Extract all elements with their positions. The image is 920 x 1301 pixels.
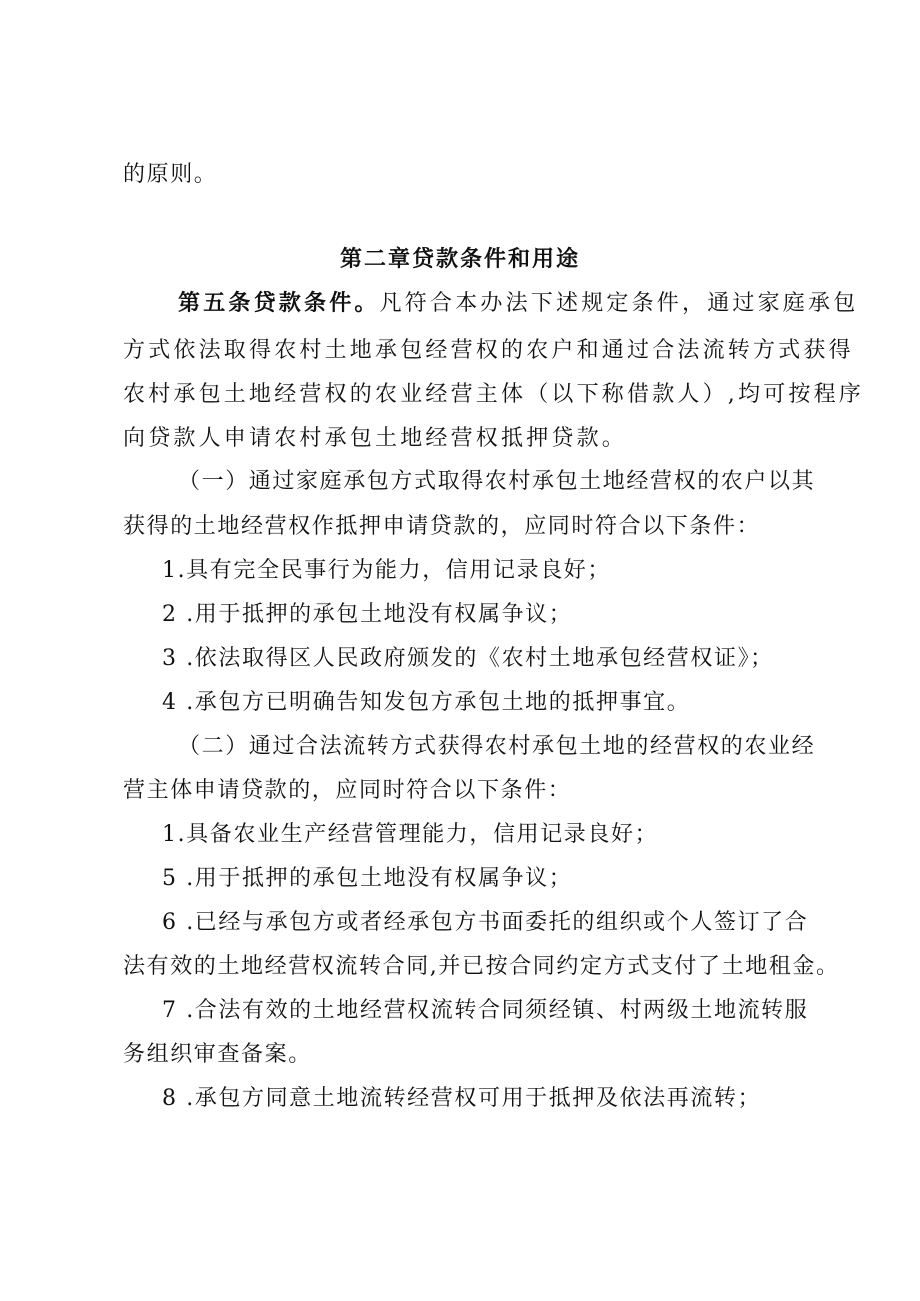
section2-item: 1.具备农业生产经营管理能力，信用记录良好； — [162, 822, 659, 847]
section1-item: 4 .承包方已明确告知发包方承包土地的抵押事宜。 — [162, 690, 691, 715]
section2-item: 5 .用于抵押的承包土地没有权属争议； — [162, 866, 573, 891]
article5-line: 向贷款人申请农村承包土地经营权抵押贷款。 — [123, 426, 628, 451]
section2-item-continuation: 法有效的土地经营权流转合同,并已按合同约定方式支付了土地租金。 — [123, 954, 840, 979]
chapter-title: 第二章贷款条件和用途 — [339, 246, 580, 272]
article5-title: 第五条贷款条件。 — [178, 290, 380, 316]
article5-lead-line — [178, 288, 858, 319]
section1-item: 1.具有完全民事行为能力，信用记录良好； — [162, 558, 611, 583]
section1-item: 2 .用于抵押的承包土地没有权属争议； — [162, 602, 573, 627]
section1-intro-line: （一）通过家庭承包方式取得农村承包土地经营权的农户以其 — [178, 469, 816, 494]
article5-line: 方式依法取得农村土地承包经营权的农户和通过合法流转方式获得 — [123, 338, 854, 363]
section2-intro-line: 营主体申请贷款的，应同时符合以下条件： — [123, 778, 572, 803]
section2-item-continuation: 务组织审查备案。 — [123, 1042, 312, 1067]
article5-lead-tail: 凡符合本办法下述规定条件，通过家庭承包 — [379, 291, 859, 316]
section2-item: 7 .合法有效的土地经营权流转合同须经镇、村两级土地流转服 — [162, 998, 809, 1023]
continuation-text: 的原则。 — [123, 162, 218, 187]
section1-item: 3 .依法取得区人民政府颁发的《农村土地承包经营权证》； — [162, 646, 774, 671]
section2-intro-line: （二）通过合法流转方式获得农村承包土地的经营权的农业经 — [178, 734, 816, 759]
section1-intro-line: 获得的土地经营权作抵押申请贷款的，应同时符合以下条件： — [123, 514, 761, 539]
article5-line: 农村承包土地经营权的农业经营主体（以下称借款人）,均可按程序 — [123, 382, 864, 407]
section2-item: 8 .承包方同意土地流转经营权可用于抵押及依法再流转； — [162, 1086, 762, 1111]
section2-item: 6 .已经与承包方或者经承包方书面委托的组织或个人签订了合 — [162, 910, 809, 935]
